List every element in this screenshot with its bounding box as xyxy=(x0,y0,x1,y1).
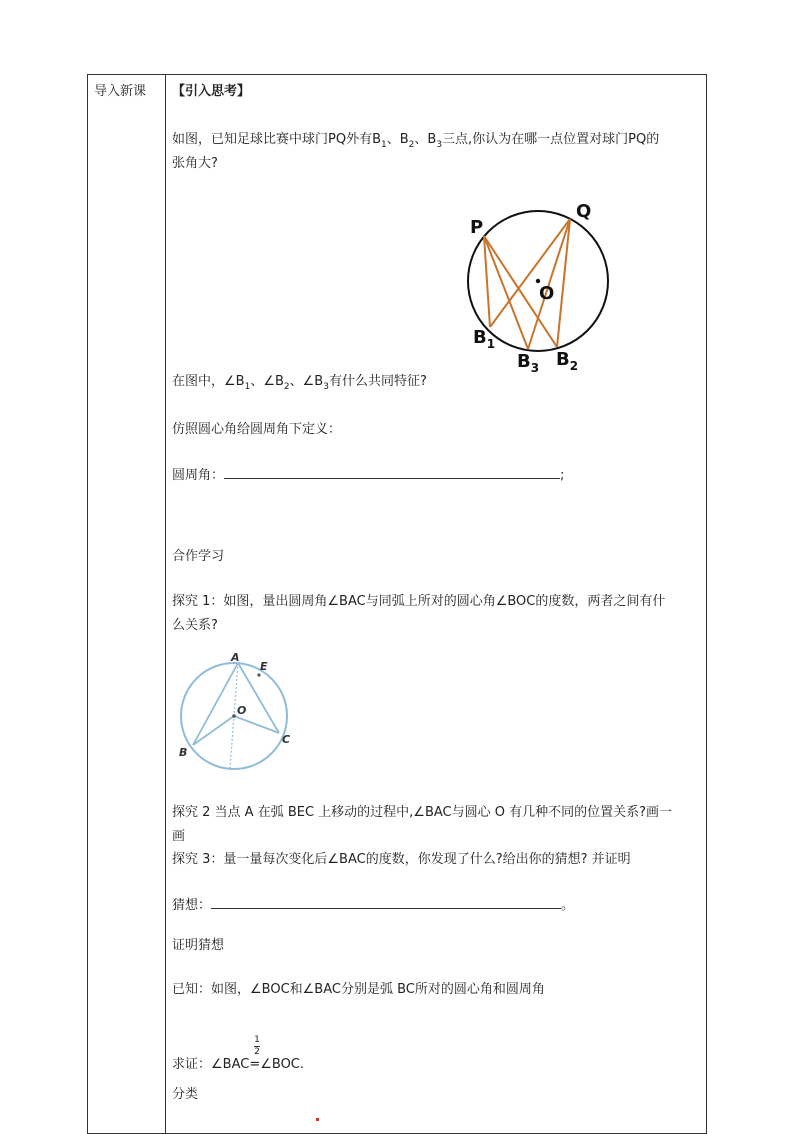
classify-label: 分类 xyxy=(172,1087,199,1102)
given-statement: 已知：如图，∠BOC和∠BAC分别是弧 BC所对的圆心角和圆周角 xyxy=(172,982,545,997)
definition-blank[interactable] xyxy=(224,465,560,479)
left-column-label: 导入新课 xyxy=(94,84,147,99)
point-e xyxy=(257,673,260,676)
common-feature-question: 在图中，$\angle B_1$、$\angle B_2$、$\angle B_3$有什么共同特征? xyxy=(172,374,427,392)
label-o: O xyxy=(237,704,247,717)
explore2-line-1: 探究 2 当点 A 在弧 BEC 上移动的过程中,∠BAC与圆心 O 有几种不同的位置关系?画一 xyxy=(172,805,673,820)
inscribed-angle-figure xyxy=(172,648,302,776)
label-e: E xyxy=(260,660,268,673)
define-prompt: 仿照圆心角给圆周角下定义： xyxy=(172,422,342,437)
column-divider xyxy=(165,74,166,1134)
guess-blank[interactable] xyxy=(211,895,561,909)
explore1-line-1: 探究 1：如图，量出圆周角∠BAC与同弧上所对的圆心角∠BOC的度数，两者之间有什 xyxy=(172,594,666,609)
prove-statement: 求证：∠BAC=∠BOC. xyxy=(172,1057,305,1072)
label-c: C xyxy=(282,733,291,746)
explore3-line: 探究 3：量一量每次变化后∠BAC的度数，你发现了什么?给出你的猜想? 并证明 xyxy=(172,852,631,867)
label-b3: $B_3$ xyxy=(517,351,540,375)
intro-line-2: 张角大? xyxy=(172,156,218,171)
angle-lines xyxy=(193,663,279,745)
label-b: B xyxy=(179,746,188,759)
section-title: 【引入思考】 xyxy=(172,84,251,99)
label-q: Q xyxy=(576,201,592,222)
cooperative-learning-title: 合作学习 xyxy=(172,549,225,564)
definition-line: 圆周角： ; xyxy=(172,465,564,485)
label-a: A xyxy=(231,651,240,664)
intro-line-1: 如图，已知足球比赛中球门PQ外有$B_1$、$B_2$、$B_3$三点,你认为在哪一点位置对球门PQ的 xyxy=(172,132,660,150)
proof-title: 证明猜想 xyxy=(172,938,225,953)
label-o: O xyxy=(539,283,555,304)
red-mark xyxy=(316,1118,319,1121)
goal-angle-figure xyxy=(460,195,620,380)
explore2-line-2: 画 xyxy=(172,829,186,844)
label-p: P xyxy=(470,217,484,238)
label-b1: $B_1$ xyxy=(473,327,496,351)
one-half-fraction: 1 2 xyxy=(254,1035,260,1057)
angle-lines xyxy=(484,219,570,349)
label-b2: $B_2$ xyxy=(556,349,579,373)
explore1-line-2: 么关系? xyxy=(172,618,218,633)
center-point xyxy=(232,714,236,718)
guess-line: 猜想： 。 xyxy=(172,895,574,915)
